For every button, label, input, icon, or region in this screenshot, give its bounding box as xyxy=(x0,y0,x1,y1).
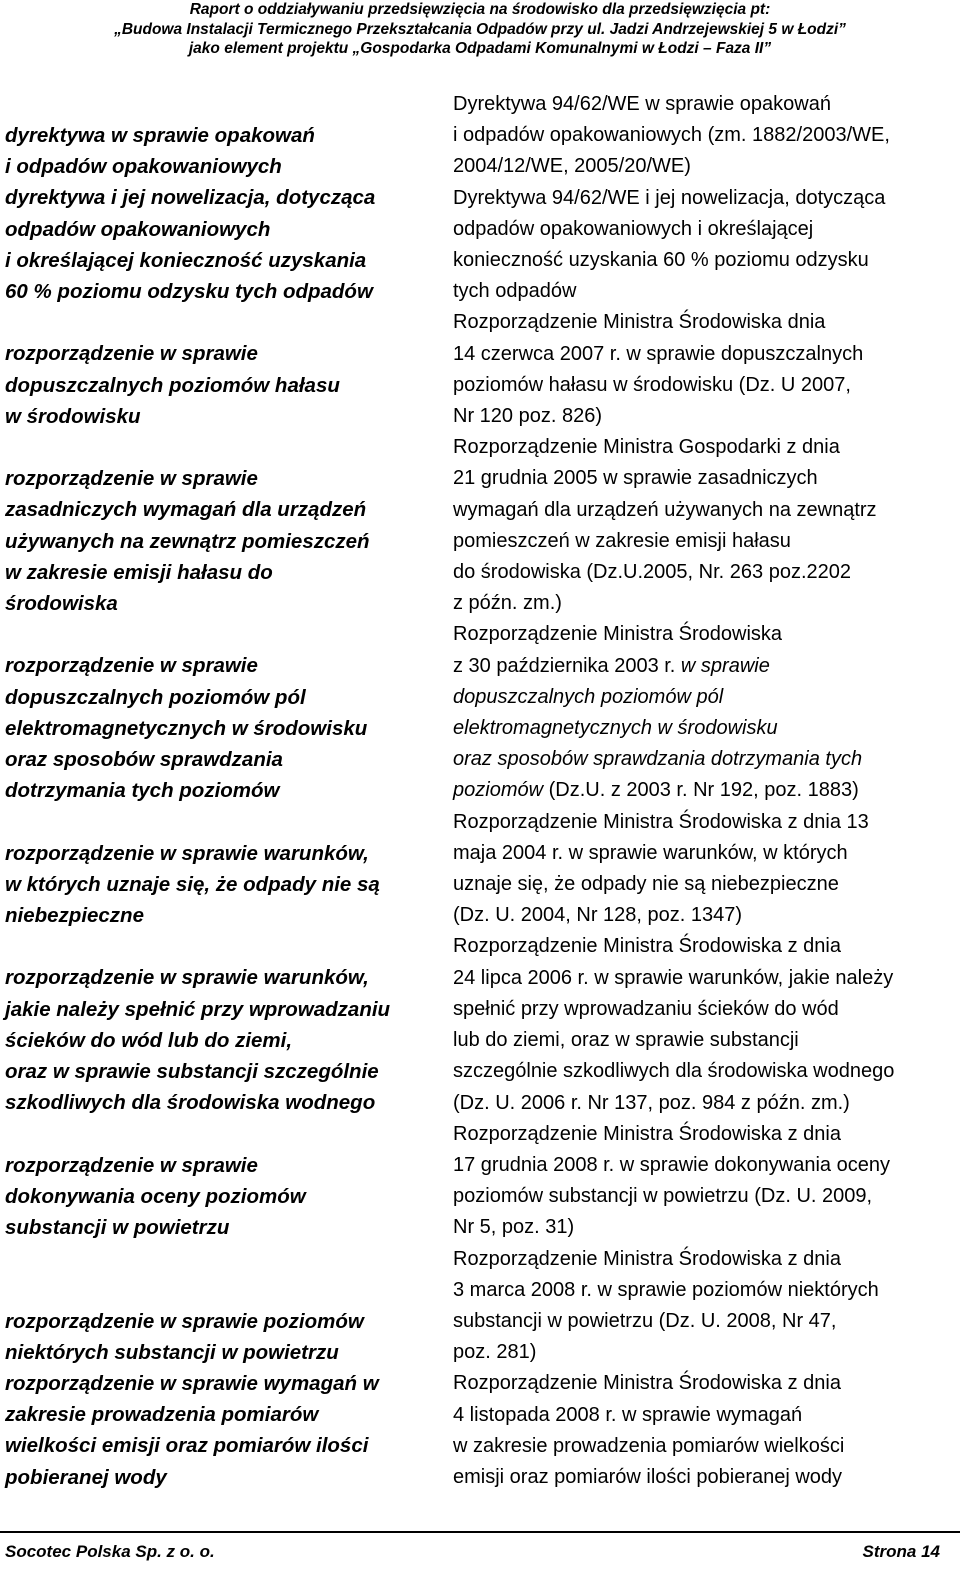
right-line: Rozporządzenie Ministra Środowiska z dnia xyxy=(453,1122,841,1145)
right-line: Rozporządzenie Ministra Środowiska z dnia xyxy=(453,1372,841,1395)
right-line: oraz sposobów sprawdzania dotrzymania tych xyxy=(453,748,863,771)
right-line: Nr 120 poz. 826) xyxy=(453,405,602,428)
right-line: 14 czerwca 2007 r. w sprawie dopuszczalnych xyxy=(453,342,864,365)
right-line: (Dz. U. 2004, Nr 128, poz. 1347) xyxy=(453,904,743,927)
left-line: dyrektywa w sprawie opakowań xyxy=(5,124,315,147)
left-line: odpadów opakowaniowych xyxy=(5,217,271,241)
left-line: rozporządzenie w sprawie xyxy=(5,467,258,491)
right-line: elektromagnetycznych w środowisku xyxy=(453,717,778,740)
left-line: w środowisku xyxy=(5,404,141,428)
page-number: Strona 14 xyxy=(862,1542,940,1561)
right-line: 3 marca 2008 r. w sprawie poziomów niektórych xyxy=(453,1278,879,1301)
left-blank xyxy=(5,1118,445,1149)
left-line: niebezpieczne xyxy=(5,904,144,928)
right-line: Rozporządzenie Ministra Środowiska z dnia 13 xyxy=(453,810,869,833)
left-line: i określającej konieczność uzyskania xyxy=(5,248,367,272)
left-line: jakie należy spełnić przy wprowadzaniu xyxy=(5,997,391,1021)
right-line: konieczność uzyskania 60 % poziomu odzysku xyxy=(453,249,869,272)
left-line: elektromagnetycznych w środowisku xyxy=(5,716,368,740)
left-line: używanych na zewnątrz pomieszczeń xyxy=(5,529,370,553)
right-line: 4 listopada 2008 r. w sprawie wymagań xyxy=(453,1403,803,1426)
right-line: 24 lipca 2006 r. w sprawie warunków, jakie należy xyxy=(453,966,894,989)
right-line xyxy=(453,651,958,682)
right-line: Rozporządzenie Ministra Środowiska dnia xyxy=(453,311,826,334)
right-line: spełnić przy wprowadzaniu ścieków do wód xyxy=(453,997,839,1020)
right-line: poziomów substancji w powietrzu (Dz. U. 2009, xyxy=(453,1185,873,1208)
right-line: i odpadów opakowaniowych (zm. 1882/2003/WE, xyxy=(453,124,890,147)
right-line: uznaje się, że odpady nie są niebezpieczne xyxy=(453,873,839,896)
left-line: dopuszczalnych poziomów pól xyxy=(5,685,306,709)
header-line-1: Raport o oddziaływaniu przedsięwzięcia na środowisko dla przedsięwzięcia pt: xyxy=(189,1,771,18)
right-line: do środowiska (Dz.U.2005, Nr. 263 poz.2202 xyxy=(453,561,851,584)
right-line-italic: poziomów xyxy=(453,779,544,802)
page-header xyxy=(0,0,960,59)
left-blank xyxy=(5,1243,445,1274)
right-line: emisji oraz pomiarów ilości pobieranej wody xyxy=(453,1465,843,1488)
right-line: Dyrektywa 94/62/WE w sprawie opakowań xyxy=(453,93,831,115)
right-line: (Dz. U. 2006 r. Nr 137, poz. 984 z późn. zm.) xyxy=(453,1091,850,1114)
right-line: w zakresie prowadzenia pomiarów wielkości xyxy=(453,1434,845,1457)
right-line: pomieszczeń w zakresie emisji hałasu xyxy=(453,529,791,552)
left-line: substancji w powietrzu xyxy=(5,1216,230,1240)
right-line: poziomów hałasu w środowisku (Dz. U 2007, xyxy=(453,373,851,396)
left-line: środowiska xyxy=(5,592,118,616)
left-line: rozporządzenie w sprawie xyxy=(5,342,258,366)
header-line-3: jako element projektu „Gospodarka Odpadami Komunalnymi w Łodzi – Faza II” xyxy=(188,40,772,57)
right-line: Dyrektywa 94/62/WE i jej nowelizacja, dotycząca xyxy=(453,186,886,209)
left-blank xyxy=(5,432,445,463)
left-line: wielkości emisji oraz pomiarów ilości xyxy=(5,1434,369,1458)
left-line: oraz sposobów sprawdzania xyxy=(5,748,283,772)
right-line: Rozporządzenie Ministra Gospodarki z dnia xyxy=(453,436,840,459)
left-line: rozporządzenie w sprawie warunków, xyxy=(5,841,369,865)
left-line: rozporządzenie w sprawie poziomów xyxy=(5,1309,364,1333)
regulation-topics-column xyxy=(5,120,445,1493)
left-line: dotrzymania tych poziomów xyxy=(5,779,280,803)
right-line: maja 2004 r. w sprawie warunków, w których xyxy=(453,841,848,864)
left-line: zakresie prowadzenia pomiarów xyxy=(5,1403,319,1427)
left-blank xyxy=(5,1274,445,1305)
right-line: Nr 5, poz. 31) xyxy=(453,1216,575,1239)
left-line: szkodliwych dla środowiska wodnego xyxy=(5,1091,376,1115)
right-line: odpadów opakowaniowych i określającej xyxy=(453,217,814,240)
left-line: niektórych substancji w powietrzu xyxy=(5,1340,339,1364)
left-line: rozporządzenie w sprawie wymagań w xyxy=(5,1372,379,1395)
left-line: ścieków do wód lub do ziemi, xyxy=(5,1028,293,1052)
left-line: rozporządzenie w sprawie warunków, xyxy=(5,966,369,990)
right-line-italic: w sprawie xyxy=(680,654,770,677)
right-line: tych odpadów xyxy=(453,280,577,303)
legal-acts-column xyxy=(453,89,958,1493)
right-line: Rozporządzenie Ministra Środowiska xyxy=(453,623,783,646)
left-line: dyrektywa i jej nowelizacja, dotycząca xyxy=(5,186,376,210)
right-line xyxy=(453,775,958,806)
left-line: dopuszczalnych poziomów hałasu xyxy=(5,373,340,397)
right-line: 2004/12/WE, 2005/20/WE) xyxy=(453,155,691,178)
left-line: 60 % poziomu odzysku tych odpadów xyxy=(5,280,373,304)
right-line-citation: (Dz.U. z 2003 r. Nr 192, poz. 1883) xyxy=(543,779,859,802)
left-blank xyxy=(5,931,445,962)
right-line: szczególnie szkodliwych dla środowiska wodnego xyxy=(453,1060,895,1083)
left-blank xyxy=(5,806,445,837)
left-line: w zakresie emisji hałasu do xyxy=(5,560,273,584)
header-line-2: „Budowa Instalacji Termicznego Przekształcania Odpadów przy ul. Jadzi Andrzejewskiej 5 w Łodzi” xyxy=(114,20,846,38)
footer-divider xyxy=(0,1531,960,1533)
right-line: Rozporządzenie Ministra Środowiska z dnia xyxy=(453,1247,841,1270)
left-line: i odpadów opakowaniowych xyxy=(5,155,282,179)
left-line: dokonywania oceny poziomów xyxy=(5,1184,306,1208)
left-blank xyxy=(5,307,445,338)
right-line-date: z 30 października 2003 r. xyxy=(453,654,681,677)
right-line: lub do ziemi, oraz w sprawie substancji xyxy=(453,1029,799,1052)
left-line: rozporządzenie w sprawie xyxy=(5,654,258,678)
right-line: 17 grudnia 2008 r. w sprawie dokonywania oceny xyxy=(453,1153,890,1176)
left-line: oraz w sprawie substancji szczególnie xyxy=(5,1060,379,1084)
footer-company: Socotec Polska Sp. z o. o. xyxy=(5,1542,215,1561)
left-line: zasadniczych wymagań dla urządzeń xyxy=(5,498,367,522)
left-blank xyxy=(5,619,445,650)
left-line: rozporządzenie w sprawie xyxy=(5,1153,258,1177)
right-line: 21 grudnia 2005 w sprawie zasadniczych xyxy=(453,467,818,490)
left-line: pobieranej wody xyxy=(5,1465,167,1489)
left-line: w których uznaje się, że odpady nie są xyxy=(5,872,380,896)
right-line: dopuszczalnych poziomów pól xyxy=(453,685,724,708)
right-line: z późn. zm.) xyxy=(453,592,562,615)
right-line: poz. 281) xyxy=(453,1341,537,1364)
right-line: wymagań dla urządzeń używanych na zewnątrz xyxy=(453,498,877,521)
right-line: substancji w powietrzu (Dz. U. 2008, Nr 47, xyxy=(453,1309,837,1332)
right-line: Rozporządzenie Ministra Środowiska z dnia xyxy=(453,935,841,958)
